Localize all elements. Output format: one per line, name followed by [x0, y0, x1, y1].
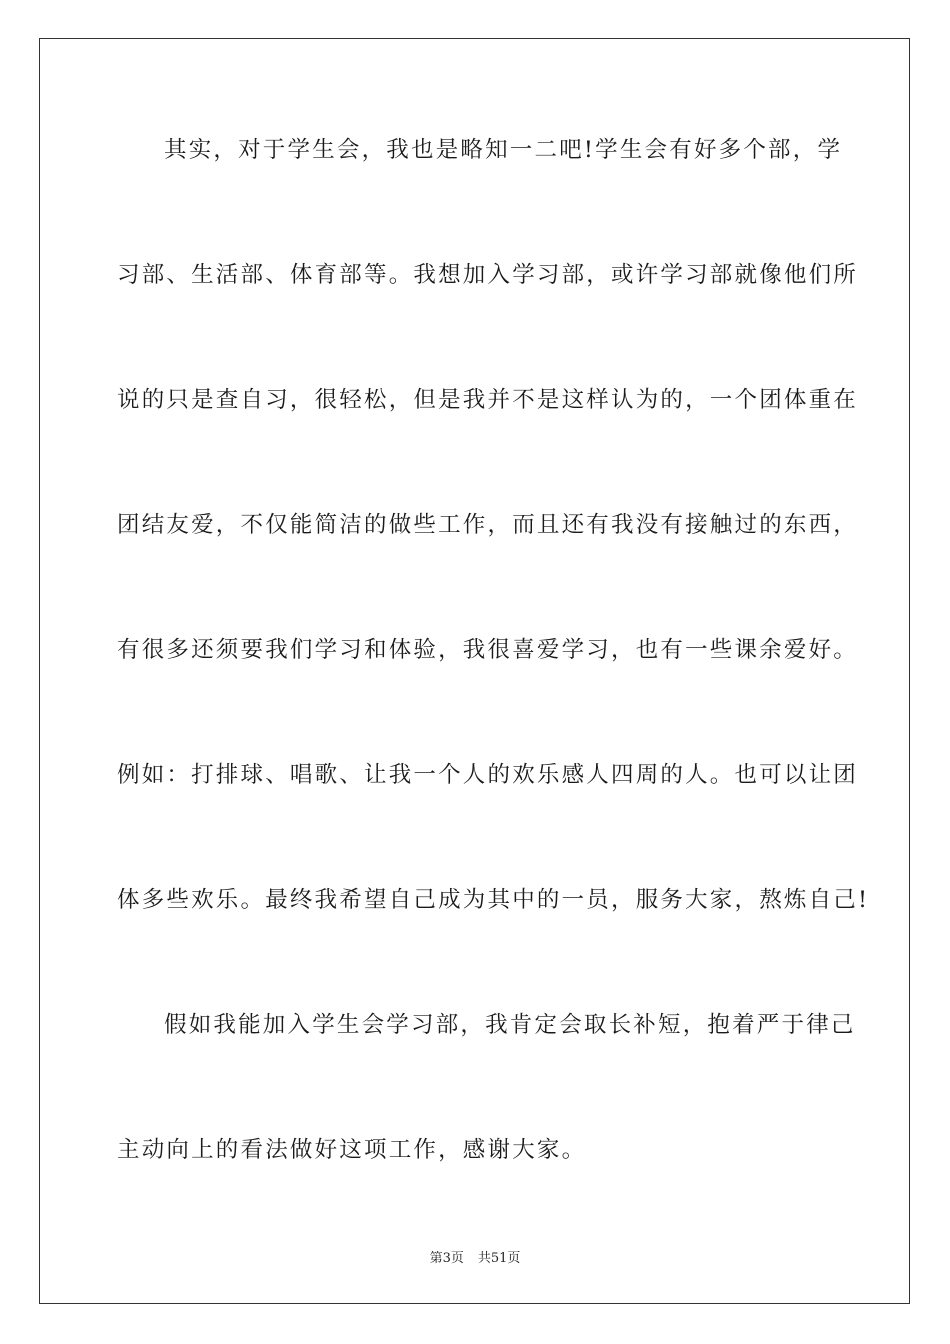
paragraph-2-line-2: 主动向上的看法做好这项工作，感谢大家。: [117, 1137, 587, 1163]
total-pages: 共51页: [477, 1251, 521, 1266]
paragraph-1-line-4: 团结友爱，不仅能简洁的做些工作，而且还有我没有接触过的东西，: [117, 512, 859, 538]
document-body: [117, 125, 870, 1250]
paragraph-1-line-5: 有很多还须要我们学习和体验，我很喜爱学习，也有一些课余爱好。: [117, 637, 859, 663]
paragraph-1-line-7: 体多些欢乐。最终我希望自己成为其中的一员，服务大家，熬炼自己!: [117, 887, 870, 913]
paragraph-1-line-2: 习部、生活部、体育部等。我想加入学习部，或许学习部就像他们所: [117, 262, 859, 288]
paragraph-1-line-3: 说的只是查自习，很轻松，但是我并不是这样认为的，一个团体重在: [117, 387, 859, 413]
page-number: 第3页: [429, 1251, 464, 1266]
paragraph-2-line-1: 假如我能加入学生会学习部，我肯定会取长补短，抱着严于律己: [164, 1012, 856, 1038]
page-footer: [0, 1247, 950, 1266]
paragraph-1-line-1: 其实，对于学生会，我也是略知一二吧!学生会有好多个部，学: [164, 137, 843, 163]
paragraph-1-line-6: 例如：打排球、唱歌、让我一个人的欢乐感人四周的人。也可以让团: [117, 762, 859, 788]
